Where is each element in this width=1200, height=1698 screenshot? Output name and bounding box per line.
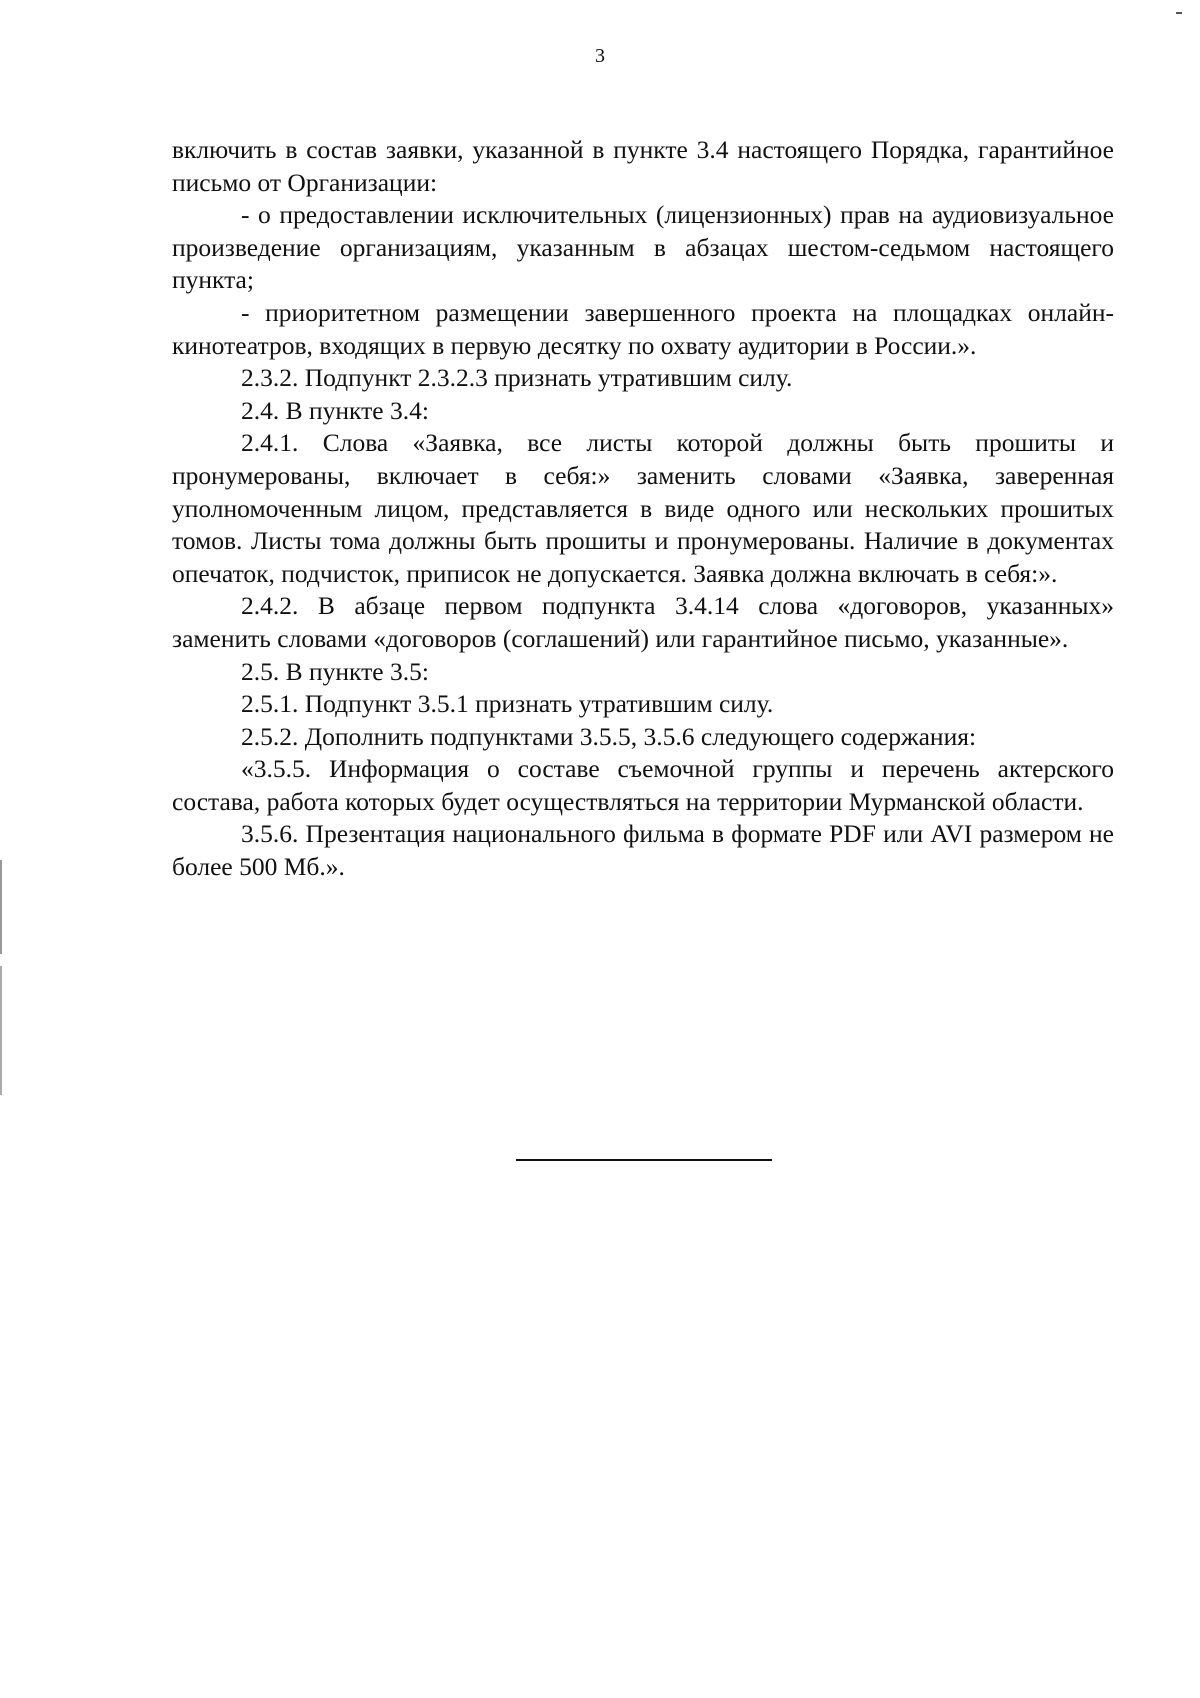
- scan-artifact: [1176, 12, 1182, 14]
- page-number: 3: [595, 45, 605, 67]
- paragraph: 2.3.2. Подпункт 2.3.2.3 признать утратившим силу.: [241, 363, 793, 393]
- paragraph: 2.5.2. Дополнить подпунктами 3.5.5, 3.5.6 следующего содержания:: [241, 721, 977, 751]
- paragraph: включить в состав заявки, указанной в пункте 3.4 настоящего Порядка, гарантийное письмо от Организации:: [172, 135, 1114, 197]
- closing-divider: [516, 1159, 772, 1161]
- paragraph: 2.5.1. Подпункт 3.5.1 признать утратившим силу.: [241, 689, 774, 719]
- paragraph: 2.5. В пункте 3.5:: [241, 656, 429, 686]
- scan-edge-artifact: [0, 860, 2, 1095]
- paragraph: - о предоставлении исключительных (лицензионных) прав на аудиовизуальное произведение организациям, указанным в абзацах шестом-седьмом настоящего пункта;: [172, 200, 1114, 295]
- paragraph: 2.4.1. Слова «Заявка, все листы которой должны быть прошиты и пронумерованы, включает в себя:» заменить словами «Заявка, заверенная уполномоченным лицом, представляется в виде одного или нескольких прошитых томов. Листы тома должны быть прошиты и пронумерованы. Наличие в документах опечаток, подчисток, приписок не допускается. Заявка должна включать в себя:».: [172, 428, 1114, 588]
- paragraph: 2.4.2. В абзаце первом подпункта 3.4.14 слова «договоров, указанных» заменить словами «договоров (соглашений) или гарантийное письмо, указанные».: [172, 591, 1114, 653]
- paragraph: - приоритетном размещении завершенного проекта на площадках онлайн-кинотеатров, входящих в первую десятку по охвату аудитории в России.».: [172, 297, 1114, 360]
- paragraph: 3.5.6. Презентация национального фильма в формате PDF или AVI размером не более 500 Мб.».: [172, 819, 1114, 882]
- paragraph: 2.4. В пункте 3.4:: [241, 395, 429, 425]
- document-body: [172, 134, 1114, 884]
- paragraph: «3.5.5. Информация о составе съемочной группы и перечень актерского состава, работа которых будет осуществляться на территории Мурманской области.: [172, 754, 1114, 816]
